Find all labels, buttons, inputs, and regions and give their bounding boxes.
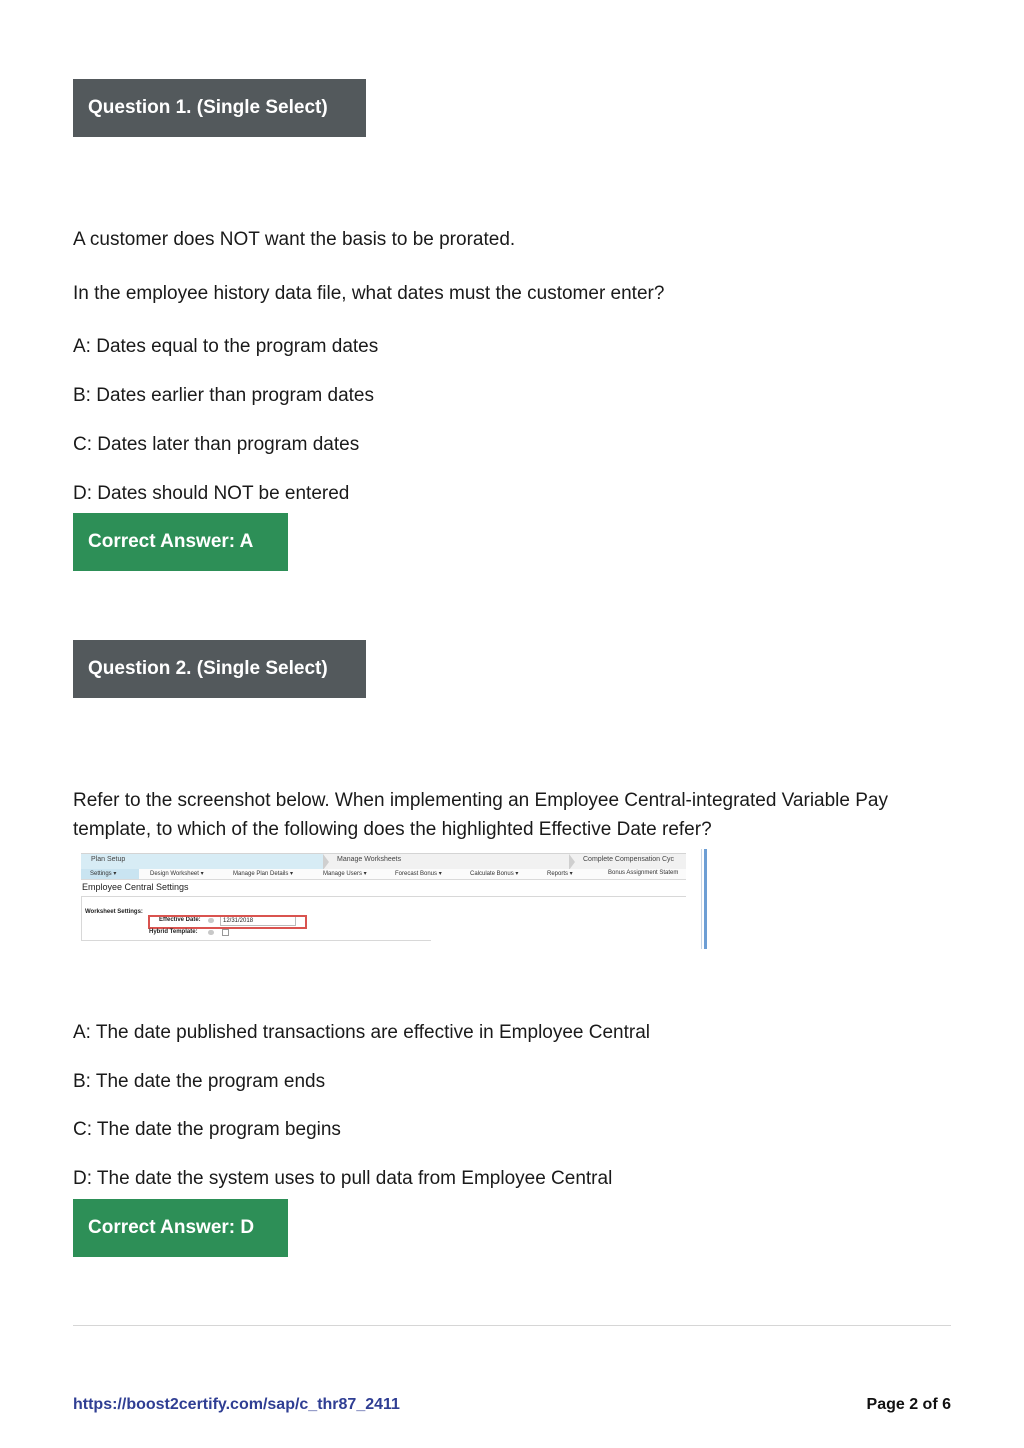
- scrollbar: [704, 849, 707, 949]
- footer-divider: [73, 1325, 951, 1326]
- question-2-header: Question 2. (Single Select): [73, 640, 366, 698]
- chevron-right-icon: [323, 854, 329, 870]
- question-1-option-b: B: Dates earlier than program dates: [73, 385, 374, 406]
- step-manage-worksheets: Manage Worksheets: [337, 856, 402, 863]
- menu-item-manage-plan-details: Manage Plan Details ▾: [233, 871, 294, 877]
- hybrid-template-checkbox: [222, 929, 229, 936]
- panel-border-left: [81, 897, 82, 941]
- question-1-option-a: A: Dates equal to the program dates: [73, 336, 379, 357]
- effective-date-input: 12/31/2018: [220, 916, 296, 926]
- menu-item-calculate-bonus: Calculate Bonus ▾: [470, 871, 519, 877]
- menu-item-settings: Settings ▾: [90, 871, 117, 877]
- question-2-correct-answer: Correct Answer: D: [73, 1199, 288, 1257]
- menu-item-forecast-bonus: Forecast Bonus ▾: [395, 871, 442, 877]
- question-2-screenshot: [81, 849, 707, 949]
- question-1-header: Question 1. (Single Select): [73, 79, 366, 137]
- question-2-option-c: C: The date the program begins: [73, 1119, 341, 1140]
- chevron-right-icon: [569, 854, 575, 870]
- panel-border-bottom: [81, 940, 431, 941]
- wizard-steps: [81, 853, 686, 870]
- menu-bar: [81, 869, 686, 880]
- page-number: Page 2 of 6: [866, 1396, 951, 1413]
- question-1-option-d: D: Dates should NOT be entered: [73, 483, 350, 504]
- question-1-stem-line-1: A customer does NOT want the basis to be prorated.: [73, 229, 516, 250]
- section-title: Employee Central Settings: [82, 882, 189, 892]
- scrollbar-track: [701, 849, 702, 949]
- question-2-stem: Refer to the screenshot below. When implementing an Employee Central-integrated Variable Pay template, to which of the following does the highlighted Effective Date refer?: [73, 790, 888, 840]
- footer-url-link[interactable]: https://boost2certify.com/sap/c_thr87_2411: [73, 1396, 400, 1413]
- question-1-option-c: C: Dates later than program dates: [73, 434, 360, 455]
- divider: [81, 896, 686, 897]
- question-1-stem-line-2: In the employee history data file, what dates must the customer enter?: [73, 283, 665, 304]
- menu-item-design-worksheet: Design Worksheet ▾: [150, 871, 204, 877]
- worksheet-settings-label: Worksheet Settings:: [85, 909, 143, 915]
- hybrid-template-label: Hybrid Template:: [149, 929, 198, 935]
- question-2-option-a: A: The date published transactions are effective in Employee Central: [73, 1022, 651, 1043]
- menu-item-manage-users: Manage Users ▾: [323, 871, 367, 877]
- question-2-option-b: B: The date the program ends: [73, 1071, 326, 1092]
- info-icon: [208, 930, 214, 935]
- effective-date-highlight: [148, 915, 307, 929]
- effective-date-label: Effective Date:: [159, 917, 201, 923]
- question-2-option-d: D: The date the system uses to pull data from Employee Central: [73, 1168, 613, 1189]
- menu-item-reports: Reports ▾: [547, 871, 573, 877]
- menu-item-bonus-assignment: Bonus Assignment Statem: [608, 870, 679, 876]
- question-1-correct-answer: Correct Answer: A: [73, 513, 288, 571]
- step-plan-setup: Plan Setup: [91, 856, 126, 863]
- step-complete-compensation: Complete Compensation Cyc: [583, 856, 675, 863]
